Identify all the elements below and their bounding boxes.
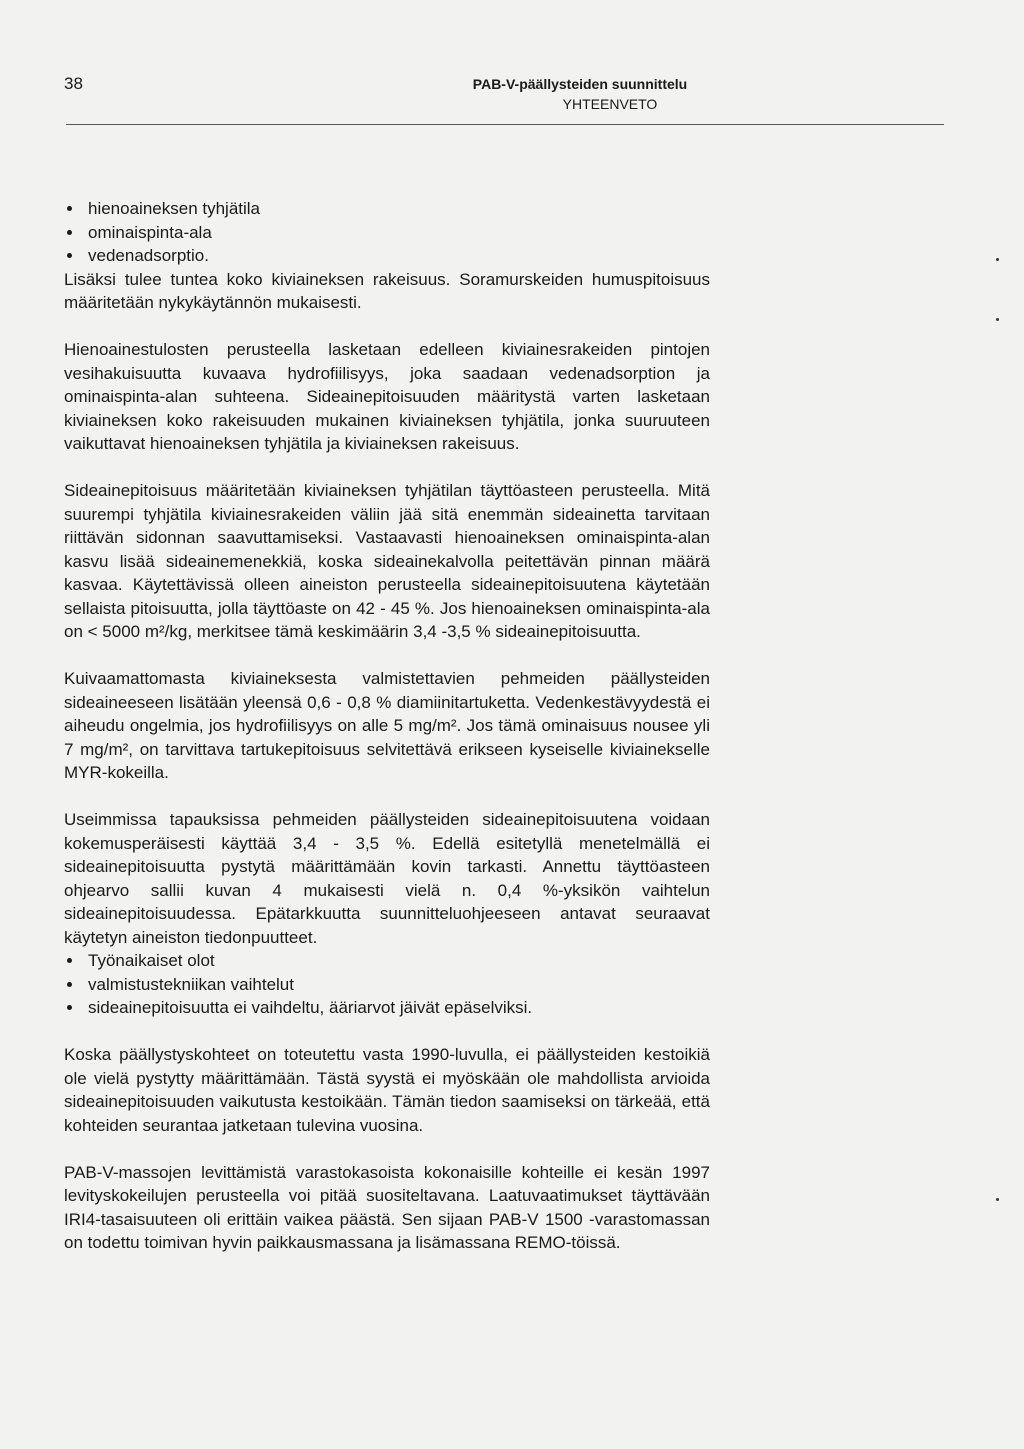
list-item: valmistustekniikan vaihtelut xyxy=(64,973,710,997)
paragraph: Kuivaamattomasta kiviaineksesta valmistettavien pehmeiden päällysteiden sideaineeseen lisätään yleensä 0,6 - 0,8 % diamiinitartuketta. Vedenkestävyydestä ei aiheudu ongelmia, jos hydrofiilisyys on alle 5 mg/m². Jos tämä ominaisuus nousee yli 7 mg/m², on tarvittava tartukepitoisuus selvitettävä erikseen kyseiselle kiviainekselle MYR-kokeilla. xyxy=(64,669,710,782)
scan-speck xyxy=(996,318,999,321)
paragraph: Useimmissa tapauksissa pehmeiden päällysteiden sideainepitoisuutena voidaan kokemusperäisesti käyttää 3,4 - 3,5 %. Edellä esitetyllä menetelmällä ei sideainepitoisuutta pystytä määrittämään kovin tarkasti. Annettu täyttöasteen ohjearvo sallii kuvan 4 mukaisesti vielä n. 0,4 %-yksikön vaihtelun sideainepitoisuudessa. Epätarkkuutta suunnitteluohjeeseen antavat seuraavat käytetyn aineiston tiedonpuutteet. xyxy=(64,810,710,947)
list-item: ominaispinta-ala xyxy=(64,221,710,245)
list-item: sideainepitoisuutta ei vaihdeltu, ääriarvot jäivät epäselviksi. xyxy=(64,996,710,1020)
bullet-list-uncertainties xyxy=(64,949,710,1020)
bullet-list-properties xyxy=(64,197,710,268)
paragraph: Lisäksi tulee tuntea koko kiviaineksen rakeisuus. Soramurskeiden humuspitoisuus määritetään nykykäytännön mukaisesti. xyxy=(64,269,710,312)
paragraph: Sideainepitoisuus määritetään kiviaineksen tyhjätilan täyttöasteen perusteella. Mitä suurempi tyhjätila kiviainesrakeiden väliin jää sitä enemmän sideainetta tarvitaan riittävän sidonnan saavuttamiseksi. Vastaavasti hienoaineksen ominaispinta-alan kasvu lisää sideainemenekkiä, koska sideainekalvolla peitettävän pinnan määrä kasvaa. Käytettävissä olleen aineiston perusteella sideainepitoisuutena käytetään sellaista pitoisuutta, jolla täyttöaste on 42 - 45 %. Jos hienoaineksen ominaispinta-ala on < 5000 m²/kg, merkitsee tämä keskimäärin 3,4 -3,5 % sideainepitoisuutta. xyxy=(64,481,710,641)
paragraph: Hienoainestulosten perusteella lasketaan edelleen kiviainesrakeiden pintojen vesihakuisuutta kuvaava hydrofiilisyys, joka saadaan vedenadsorption ja ominaispinta-alan suhteena. Sideainepitoisuuden määritystä varten lasketaan kiviaineksen koko rakeisuuden mukainen kiviaineksen tyhjätila, jonka suuruuteen vaikuttavat hienoaineksen tyhjätila ja kiviaineksen rakeisuus. xyxy=(64,340,710,453)
scan-speck xyxy=(996,1198,999,1201)
running-title: PAB-V-päällysteiden suunnittelu xyxy=(472,76,688,92)
page-number: 38 xyxy=(64,74,83,93)
list-item: hienoaineksen tyhjätila xyxy=(64,197,710,221)
list-item: Työnaikaiset olot xyxy=(64,949,710,973)
body-text xyxy=(64,197,710,1255)
running-subtitle: YHTEENVETO xyxy=(562,96,658,112)
scan-speck xyxy=(996,258,999,261)
list-item: vedenadsorptio. xyxy=(64,244,710,268)
paragraph: PAB-V-massojen levittämistä varastokasoista kokonaisille kohteille ei kesän 1997 levityskokeilujen perusteella voi pitää suositeltavana. Laatuvaatimukset täyttävään IRI4-tasaisuuteen oli erittäin vaikea päästä. Sen sijaan PAB-V 1500 -varastomassan on todettu toimivan hyvin paikkausmassana ja lisämassana REMO-töissä. xyxy=(64,1162,710,1252)
header-rule xyxy=(66,124,944,125)
paragraph: Koska päällystyskohteet on toteutettu vasta 1990-luvulla, ei päällysteiden kestoikiä ole vielä pystytty määrittämään. Tästä syystä ei myöskään ole mahdollista arvioida sideainepitoisuuden vaikutusta kestoikään. Tämän tiedon saamiseksi on tärkeää, että kohteiden seurantaa jatketaan tulevina vuosina. xyxy=(64,1045,710,1135)
